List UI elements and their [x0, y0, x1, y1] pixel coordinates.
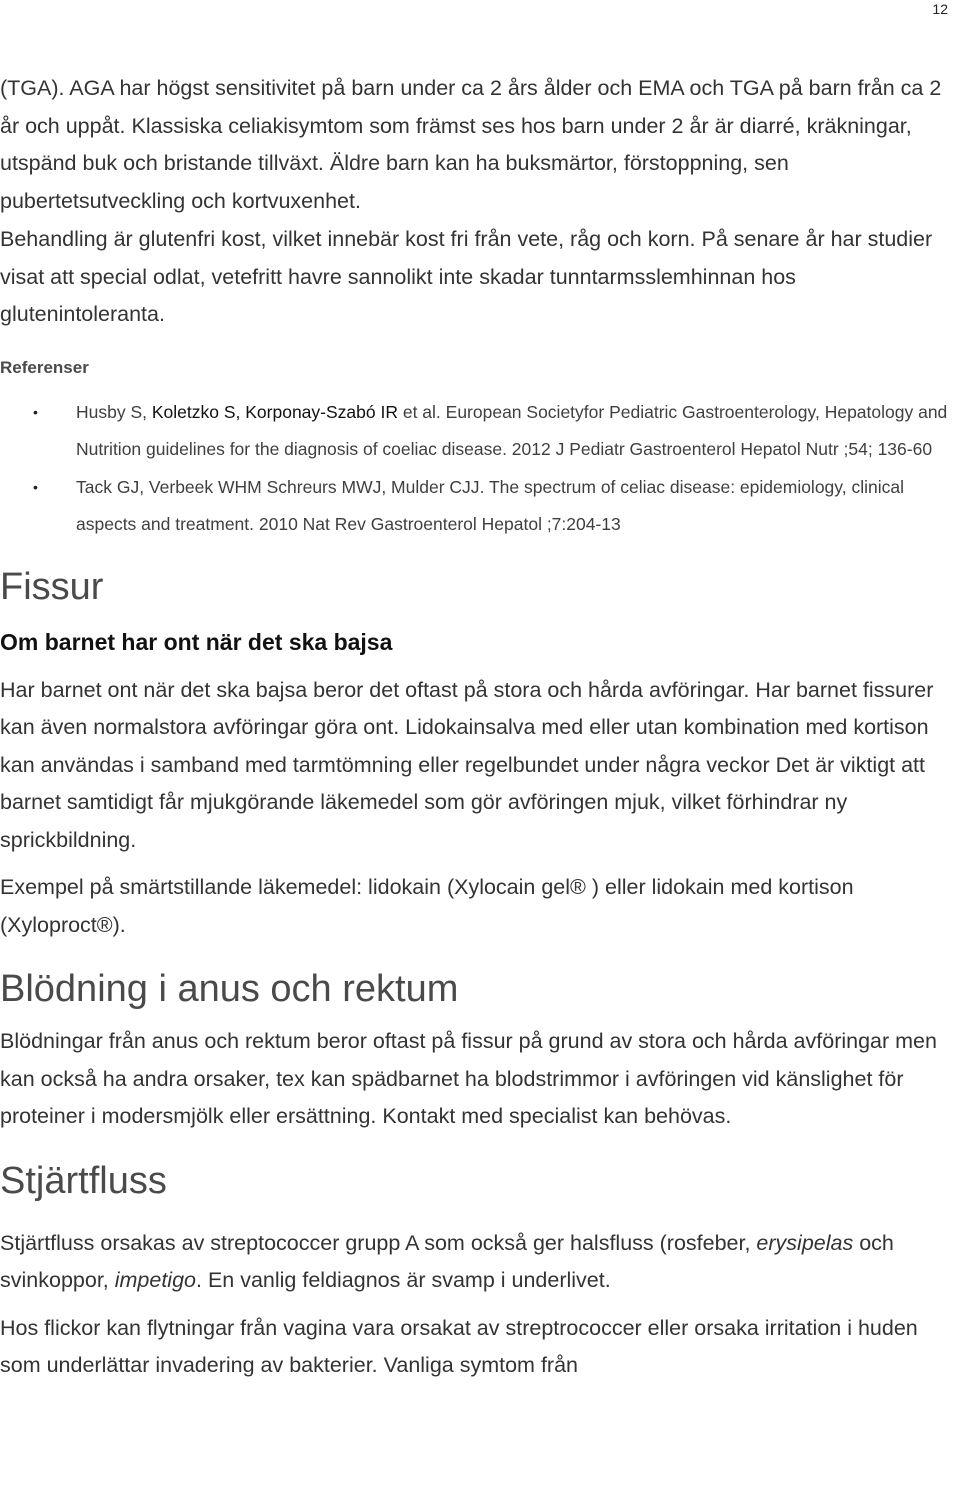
- stjartfluss-text-a: Stjärtfluss orsakas av streptococcer grupp A som också ger halsfluss (rosfeber,: [0, 1230, 757, 1255]
- stjartfluss-term-erysipelas: erysipelas: [756, 1230, 854, 1255]
- intro-paragraph-2: Behandling är glutenfri kost, vilket innebär kost fri från vete, råg och korn. På senare år har studier visat att special odlat, vetefritt havre sannolikt inte skadar tunntarmsslemhinnan hos glutenintoleranta.: [0, 227, 933, 326]
- fissur-paragraph-2: Exempel på smärtstillande läkemedel: lidokain (Xylocain gel® ) eller lidokain med kortison (Xyloproct®).: [0, 875, 854, 937]
- bullet-icon: •: [33, 478, 38, 495]
- page-number: 12: [932, 1, 948, 17]
- stjartfluss-paragraph-2: Hos flickor kan flytningar från vagina vara orsakat av streptrococcer eller orsaka irritation i huden som underlättar invadering av bakterier. Vanliga symtom från: [0, 1315, 918, 1377]
- stjartfluss-paragraph-1: [0, 1225, 958, 1300]
- reference-item: [0, 469, 958, 544]
- references-list: [0, 394, 958, 544]
- reference-authors: Husby S,: [76, 401, 152, 422]
- reference-authors-highlight: Koletzko S, Korponay-Szabó IR: [151, 401, 398, 422]
- stjartfluss-term-impetigo: impetigo: [114, 1268, 196, 1292]
- blodning-paragraph-1: Blödningar från anus och rektum beror oftast på fissur på grund av stora och hårda avföringar men kan också ha andra orsaker, tex kan spädbarnet ha blodstrimmor i avföringen vid känslighet för proteiner i modersmjölk eller ersättning. Kontakt med specialist kan behövas.: [0, 1029, 937, 1128]
- reference-text: . The spectrum of celiac disease: epidemiology, clinical aspects and treatment. 2010 Nat Rev Gastroenterol Hepatol ;7:204-13: [76, 476, 904, 534]
- stjartfluss-text-c: . En vanlig feldiagnos är svamp i underlivet.: [196, 1268, 611, 1292]
- reference-authors: Tack GJ, Verbeek WHM Schreurs MWJ, Mulder CJJ: [76, 476, 480, 497]
- bullet-icon: •: [33, 403, 38, 420]
- stjartfluss-text-b: och svinkoppor,: [0, 1230, 894, 1292]
- fissur-paragraph-1: Har barnet ont när det ska bajsa beror det oftast på stora och hårda avföringar. Har barnet fissurer kan även normalstora avföringar göra ont. Lidokainsalva med eller utan kombination med kortison kan användas i samband med tarmtömning eller regelbundet under några veckor Det är viktigt att barnet samtidigt får mjukgörande läkemedel som gör avföringen mjuk, vilket förhindrar ny sprickbildning.: [0, 677, 934, 852]
- references-heading: Referenser: [0, 357, 89, 377]
- section-heading-fissur: Fissur: [0, 565, 104, 608]
- intro-paragraph-1: (TGA). AGA har högst sensitivitet på barn under ca 2 års ålder och EMA och TGA på barn från ca 2 år och uppåt. Klassiska celiakisymtom som främst ses hos barn under 2 år är diarré, kräkningar, utspänd buk och bristande tillväxt. Äldre barn kan ha buksmärtor, förstoppning, sen pubertetsutveckling och kortvuxenhet.: [0, 76, 942, 213]
- subheading-ont-bajsa: Om barnet har ont när det ska bajsa: [0, 628, 393, 655]
- reference-text: et al. European Societyfor Pediatric Gastroenterology, Hepatology and Nutrition guidelines for the diagnosis of coeliac disease. 2012 J Pediatr Gastroenterol Hepatol Nutr ;54; 136-60: [76, 401, 948, 459]
- section-heading-stjartfluss: Stjärtfluss: [0, 1159, 167, 1202]
- document-body: [0, 70, 958, 1385]
- section-heading-blodning: Blödning i anus och rektum: [0, 968, 459, 1010]
- reference-item: [0, 394, 958, 469]
